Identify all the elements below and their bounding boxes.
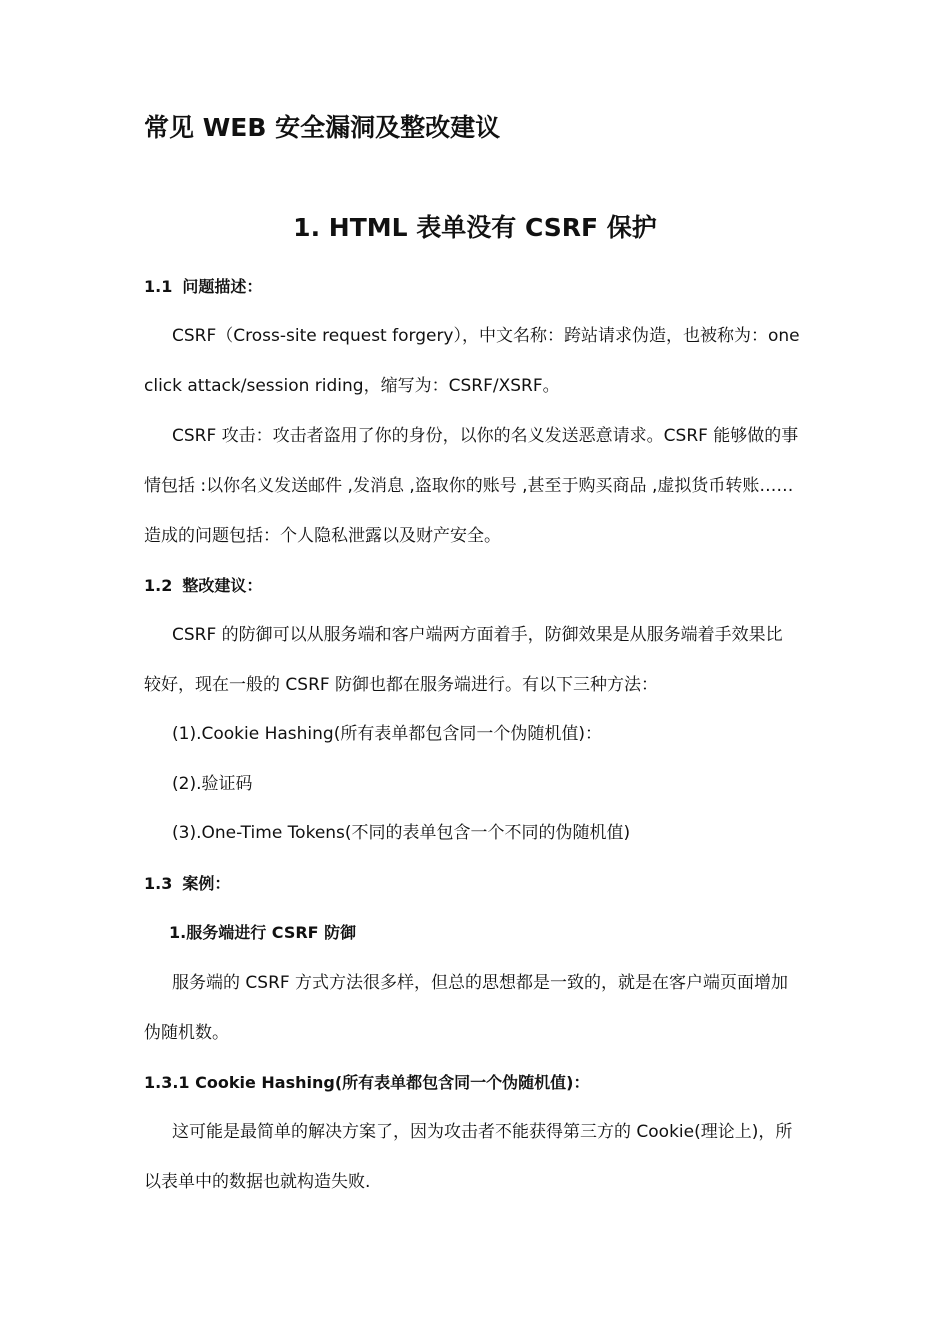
problem-heading-number: 1.1 bbox=[144, 277, 173, 296]
problem-para1-line2: click attack/session riding，缩写为：CSRF/XSRF。 bbox=[144, 376, 560, 396]
advice-heading-number: 1.2 bbox=[144, 576, 173, 595]
document-title: 常见 WEB 安全漏洞及整改建议 bbox=[144, 113, 501, 142]
cookie-hashing-para-line2: 以表单中的数据也就构造失败. bbox=[144, 1172, 371, 1192]
example-heading-number: 1.3 bbox=[144, 874, 173, 893]
problem-para2-line3: 造成的问题包括：个人隐私泄露以及财产安全。 bbox=[144, 526, 501, 546]
example-heading bbox=[144, 872, 230, 896]
advice-para-line2: 较好，现在一般的 CSRF 防御也都在服务端进行。有以下三种方法： bbox=[144, 675, 659, 695]
method-item-3: (3).One-Time Tokens(不同的表单包含一个不同的伪随机值) bbox=[172, 823, 631, 843]
problem-heading bbox=[144, 275, 262, 299]
problem-para1-line1: CSRF（Cross-site request forgery），中文名称：跨站请求伪造，也被称为：one bbox=[172, 326, 800, 346]
cookie-hashing-heading: 1.3.1 Cookie Hashing(所有表单都包含同一个伪随机值)： bbox=[144, 1073, 590, 1092]
example-para-line2: 伪随机数。 bbox=[144, 1023, 229, 1043]
example-subheading: 1.服务端进行 CSRF 防御 bbox=[169, 923, 357, 942]
problem-para2-line1: CSRF 攻击：攻击者盗用了你的身份，以你的名义发送恶意请求。CSRF 能够做的事 bbox=[172, 426, 799, 446]
advice-para-line1: CSRF 的防御可以从服务端和客户端两方面着手，防御效果是从服务端着手效果比 bbox=[172, 625, 783, 645]
example-heading-text: 案例： bbox=[182, 874, 231, 893]
cookie-hashing-para-line1: 这可能是最简单的解决方案了，因为攻击者不能获得第三方的 Cookie(理论上)，所 bbox=[172, 1122, 793, 1142]
method-item-2: (2).验证码 bbox=[172, 774, 253, 794]
advice-heading bbox=[144, 574, 262, 598]
section-title: 1. HTML 表单没有 CSRF 保护 bbox=[293, 213, 657, 242]
example-para-line1: 服务端的 CSRF 方式方法很多样，但总的思想都是一致的，就是在客户端页面增加 bbox=[172, 973, 789, 993]
problem-heading-text: 问题描述： bbox=[182, 277, 263, 296]
method-item-1: (1).Cookie Hashing(所有表单都包含同一个伪随机值)： bbox=[172, 724, 602, 744]
advice-heading-text: 整改建议： bbox=[182, 576, 263, 595]
problem-para2-line2: 情包括 :以你名义发送邮件 ,发消息 ,盗取你的账号 ,甚至于购买商品 ,虚拟货币转账…… bbox=[144, 476, 794, 496]
